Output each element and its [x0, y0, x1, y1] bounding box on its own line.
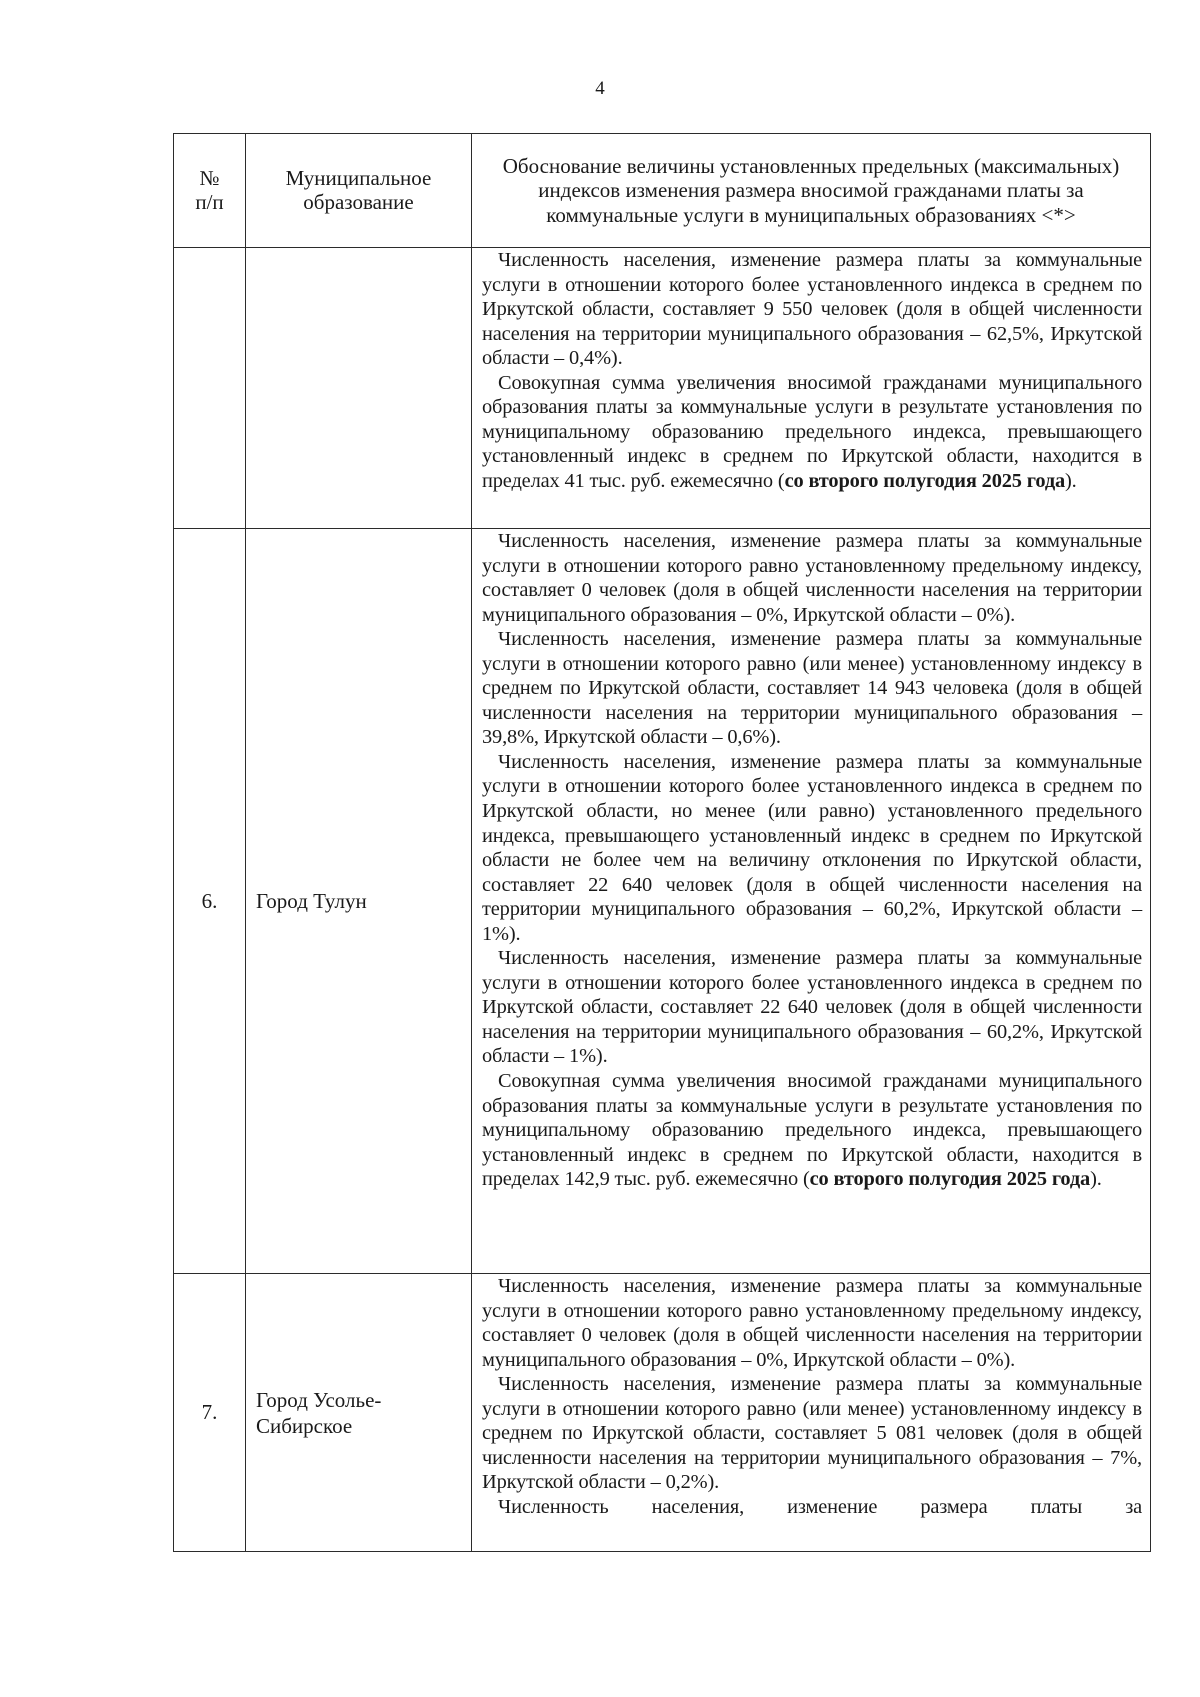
- justification-paragraph: [482, 1495, 1142, 1520]
- justification-paragraph: [482, 1274, 1142, 1372]
- paragraph-tail: ).: [1065, 469, 1077, 492]
- paragraph-text: Численность населения, изменение размера платы за коммунальные услуги в отношении которого более установленного индекса в среднем по Иркутской области, но менее (или равно) установленного предельного индекса, превышающего установленный индекс в среднем по Иркутской области не более чем на величину отклонения по Иркутской области, составляет 22 640 человек (доля в общей численности населения на территории муниципального образования – 60,2%, Иркутской области – 1%).: [482, 750, 1142, 945]
- justification-paragraph: [482, 529, 1142, 627]
- paragraph-text: Численность населения, изменение размера платы за коммунальные услуги в отношении которого равно установленному предельному индексу, составляет 0 человек (доля в общей численности населения на территории муниципального образования – 0%, Иркутской области – 0%).: [482, 530, 1142, 626]
- paragraph-tail: ).: [1090, 1168, 1102, 1191]
- header-number-label: № п/п: [195, 166, 224, 214]
- row-municipality-cell: [246, 1274, 472, 1552]
- row-municipality: Город Тулун: [256, 889, 367, 913]
- row-number: 6.: [201, 888, 218, 913]
- justification-paragraph: [482, 248, 1142, 371]
- row-justification-cell: [472, 248, 1151, 529]
- table-row: [174, 248, 1151, 529]
- paragraph-text: Численность населения, изменение размера платы за коммунальные услуги в отношении которого равно установленному предельному индексу, составляет 0 человек (доля в общей численности населения на территории муниципального образования – 0%, Иркутской области – 0%).: [482, 1275, 1142, 1371]
- municipal-index-table: [173, 133, 1151, 1552]
- justification-paragraph: [482, 627, 1142, 750]
- paragraph-bold-period: со второго полугодия 2025 года: [809, 1168, 1091, 1191]
- row-number-cell: [174, 529, 246, 1274]
- header-municipality: [246, 134, 472, 248]
- row-justification-cell: [472, 529, 1151, 1274]
- paragraph-text: Численность населения, изменение размера платы за коммунальные услуги в отношении которого равно (или менее) установленному индексу в среднем по Иркутской области, составляет 14 943 человека (доля в общей численности населения на территории муниципального образования – 39,8%, Иркутской области – 0,6%).: [482, 628, 1142, 749]
- row-number-cell: [174, 248, 246, 529]
- paragraph-text: Численность населения, изменение размера платы за коммунальные услуги в отношении которого равно (или менее) установленному индексу в среднем по Иркутской области, составляет 5 081 человек (доля в общей численности населения на территории муниципального образования – 7%, Иркутской области – 0,2%).: [482, 1373, 1142, 1494]
- paragraph-text: Численность населения, изменение размера платы за коммунальные услуги в отношении которого более установленного индекса в среднем по Иркутской области, составляет 9 550 человек (доля в общей численности населения на территории муниципального образования – 62,5%, Иркутской области – 0,4%).: [482, 249, 1142, 370]
- table-header-row: [174, 134, 1151, 248]
- justification-paragraph: [482, 1372, 1142, 1495]
- justification-paragraph: [482, 946, 1142, 1069]
- paragraph-text: Совокупная сумма увеличения вносимой гражданами муниципального образования платы за коммунальные услуги в результате установления по муниципальному образованию предельного индекса, превышающего установленный индекс в среднем по Иркутской области, находится в пределах 41 тыс. руб. ежемесячно (: [482, 371, 1142, 492]
- row-municipality-cell: [246, 529, 472, 1274]
- table-row: [174, 529, 1151, 1274]
- table-row: [174, 1274, 1151, 1552]
- justification-paragraph: [482, 750, 1142, 946]
- paragraph-text: Совокупная сумма увеличения вносимой гражданами муниципального образования платы за коммунальные услуги в результате установления по муниципальному образованию предельного индекса, превышающего установленный индекс в среднем по Иркутской области, находится в пределах 142,9 тыс. руб. ежемесячно (: [482, 1070, 1142, 1191]
- row-municipality-cell: [246, 248, 472, 529]
- justification-paragraph: [482, 371, 1142, 494]
- row-number: 7.: [201, 1400, 218, 1424]
- header-municipality-label: Муниципальное образование: [285, 166, 432, 214]
- paragraph-bold-period: со второго полугодия 2025 года: [784, 469, 1066, 492]
- paragraph-text: Численность населения, изменение размера платы за: [498, 1495, 1142, 1518]
- header-justification-label: Обоснование величины установленных предельных (максимальных) индексов изменения размера вносимой гражданами платы за коммунальные услуги в муниципальных образованиях <*>: [502, 153, 1120, 227]
- row-municipality: Город Усолье-Сибирское: [256, 1387, 382, 1438]
- header-justification: [472, 134, 1151, 248]
- row-number-cell: [174, 1274, 246, 1552]
- row-justification-cell: [472, 1274, 1151, 1552]
- header-number: [174, 134, 246, 248]
- page-number: 4: [595, 78, 605, 99]
- justification-paragraph: [482, 1069, 1142, 1192]
- paragraph-text: Численность населения, изменение размера платы за коммунальные услуги в отношении которого более установленного индекса в среднем по Иркутской области, составляет 22 640 человек (доля в общей численности населения на территории муниципального образования – 60,2%, Иркутской области – 1%).: [482, 947, 1142, 1068]
